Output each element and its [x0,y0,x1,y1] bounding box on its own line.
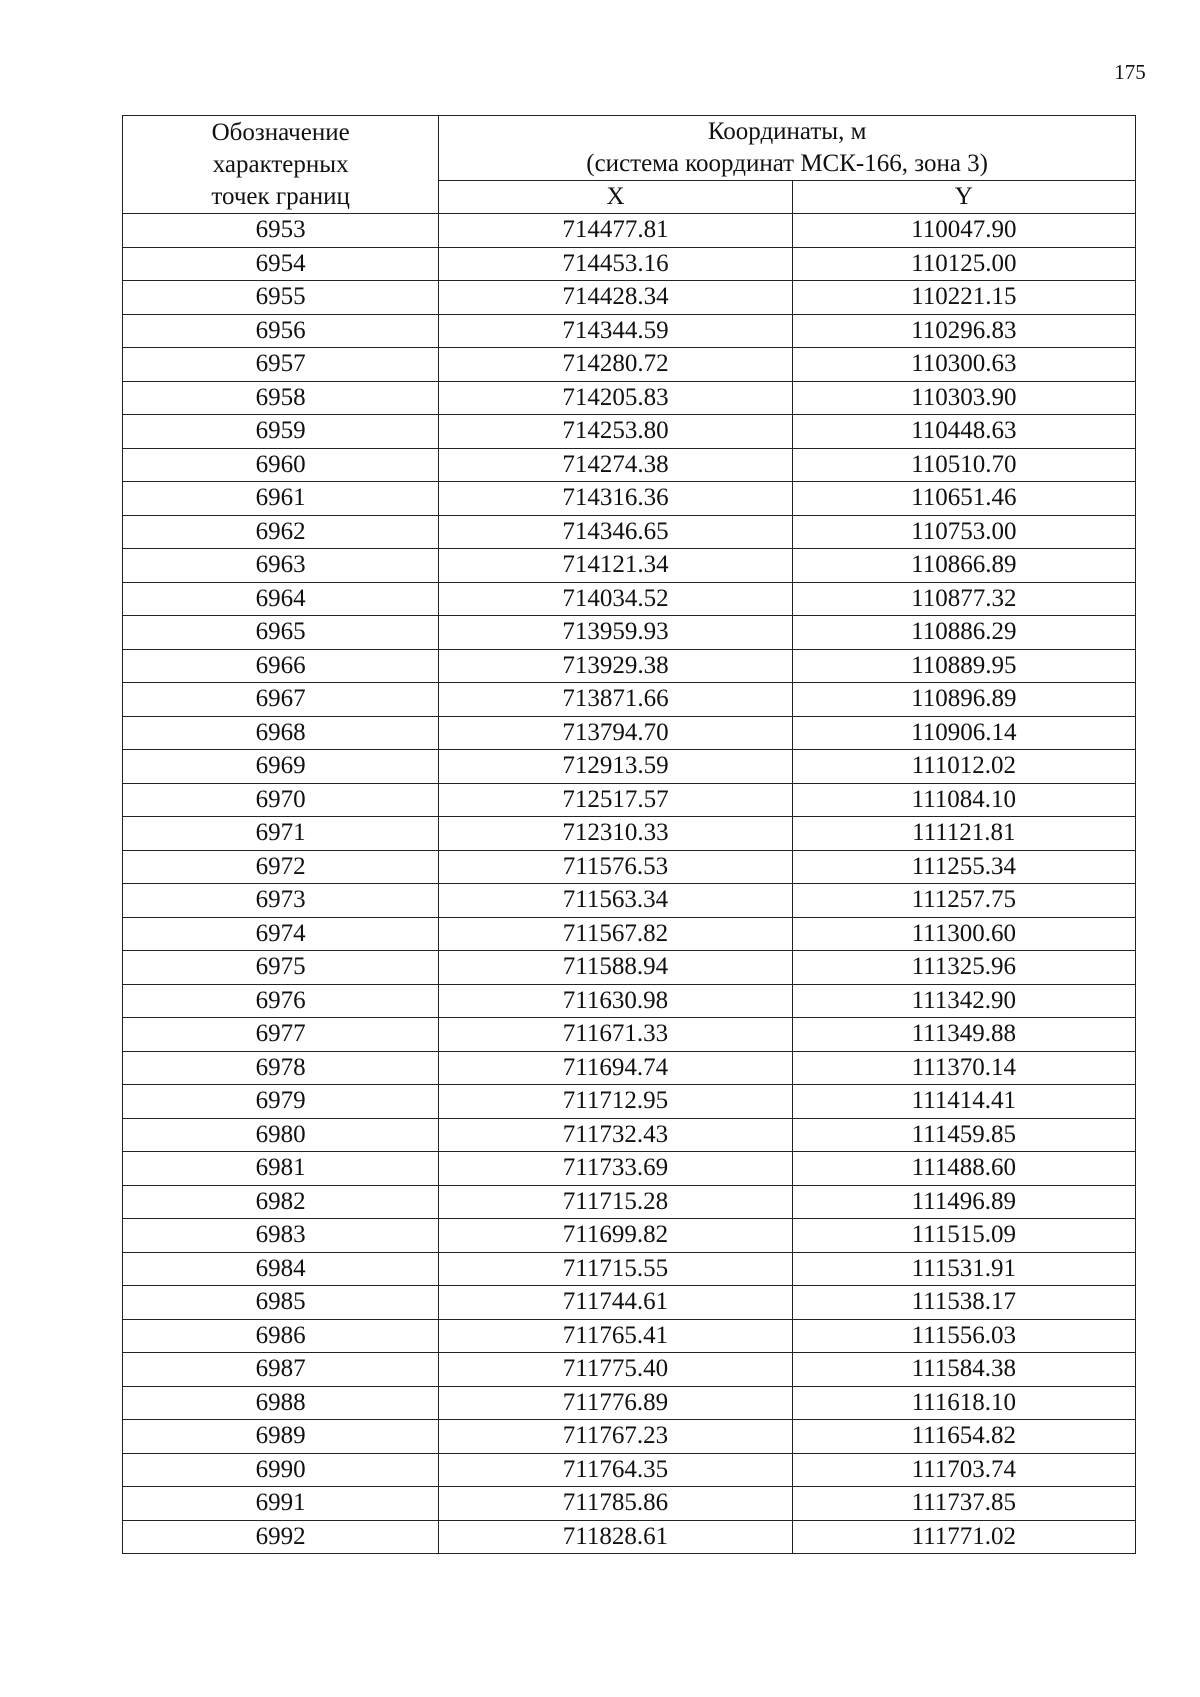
y-coordinate-cell: 110651.46 [792,482,1135,516]
table-body [123,214,1136,1554]
table-row [123,381,1136,415]
x-coordinate-cell: 714316.36 [439,482,792,516]
table-row [123,1051,1136,1085]
x-coordinate-cell: 713929.38 [439,649,792,683]
y-coordinate-cell: 111255.34 [792,850,1135,884]
x-coordinate-cell: 711764.35 [439,1453,792,1487]
table-row [123,1018,1136,1052]
y-coordinate-cell: 111618.10 [792,1386,1135,1420]
point-number-cell: 6983 [123,1219,439,1253]
point-number-cell: 6992 [123,1520,439,1554]
x-coordinate-cell: 711567.82 [439,917,792,951]
page-number: 175 [1114,60,1146,84]
table-row [123,616,1136,650]
table-row [123,1085,1136,1119]
point-number-cell: 6987 [123,1353,439,1387]
table-row [123,1152,1136,1186]
x-coordinate-cell: 711576.53 [439,850,792,884]
y-coordinate-cell: 110886.29 [792,616,1135,650]
x-coordinate-cell: 711785.86 [439,1487,792,1521]
table-row [123,1386,1136,1420]
x-coordinate-cell: 711733.69 [439,1152,792,1186]
point-number-cell: 6954 [123,247,439,281]
x-coordinate-cell: 714344.59 [439,314,792,348]
point-designation-line-1: Обозначение [211,118,350,146]
table-row [123,884,1136,918]
x-coordinate-cell: 711563.34 [439,884,792,918]
y-coordinate-cell: 111737.85 [792,1487,1135,1521]
y-coordinate-cell: 111556.03 [792,1319,1135,1353]
point-number-cell: 6959 [123,415,439,449]
x-coordinate-cell: 714205.83 [439,381,792,415]
point-designation-line-3: точек границ [211,182,350,210]
point-number-cell: 6990 [123,1453,439,1487]
point-designation-header [123,116,439,214]
point-number-cell: 6980 [123,1118,439,1152]
y-coordinate-cell: 111703.74 [792,1453,1135,1487]
y-coordinate-cell: 110906.14 [792,716,1135,750]
y-coordinate-cell: 110300.63 [792,348,1135,382]
x-coordinate-cell: 712517.57 [439,783,792,817]
table-row [123,1453,1136,1487]
x-coordinate-cell: 711765.41 [439,1319,792,1353]
y-coordinate-cell: 111459.85 [792,1118,1135,1152]
table-row [123,247,1136,281]
x-coordinate-cell: 711712.95 [439,1085,792,1119]
point-number-cell: 6953 [123,214,439,248]
point-designation-line-2: характерных [212,150,349,178]
table-row [123,683,1136,717]
x-coordinate-cell: 713871.66 [439,683,792,717]
y-coordinate-cell: 111531.91 [792,1252,1135,1286]
table-row [123,1219,1136,1253]
x-coordinate-cell: 714346.65 [439,515,792,549]
table-row [123,482,1136,516]
x-coordinate-cell: 714121.34 [439,549,792,583]
table-row [123,415,1136,449]
x-coordinate-cell: 714034.52 [439,582,792,616]
x-coordinate-cell: 711588.94 [439,951,792,985]
table-row [123,817,1136,851]
y-coordinate-cell: 110889.95 [792,649,1135,683]
y-coordinate-cell: 111370.14 [792,1051,1135,1085]
y-coordinate-cell: 111515.09 [792,1219,1135,1253]
x-coordinate-cell: 714280.72 [439,348,792,382]
table-row [123,750,1136,784]
y-coordinate-cell: 111084.10 [792,783,1135,817]
point-number-cell: 6956 [123,314,439,348]
table-row [123,783,1136,817]
y-coordinate-cell: 111584.38 [792,1353,1135,1387]
point-number-cell: 6981 [123,1152,439,1186]
point-number-cell: 6967 [123,683,439,717]
x-coordinate-cell: 711694.74 [439,1051,792,1085]
point-number-cell: 6975 [123,951,439,985]
point-number-cell: 6965 [123,616,439,650]
x-coordinate-cell: 711630.98 [439,984,792,1018]
table-row [123,214,1136,248]
point-number-cell: 6985 [123,1286,439,1320]
point-number-cell: 6982 [123,1185,439,1219]
x-coordinate-cell: 712913.59 [439,750,792,784]
y-coordinate-cell: 111488.60 [792,1152,1135,1186]
point-number-cell: 6976 [123,984,439,1018]
y-coordinate-cell: 111300.60 [792,917,1135,951]
point-number-cell: 6961 [123,482,439,516]
table-row [123,348,1136,382]
y-coordinate-cell: 111414.41 [792,1085,1135,1119]
point-number-cell: 6958 [123,381,439,415]
x-coordinate-cell: 711767.23 [439,1420,792,1454]
point-number-cell: 6974 [123,917,439,951]
point-number-cell: 6977 [123,1018,439,1052]
coordinates-header [439,116,1136,181]
point-number-cell: 6972 [123,850,439,884]
table-row [123,281,1136,315]
x-coordinate-cell: 711732.43 [439,1118,792,1152]
y-coordinate-cell: 110877.32 [792,582,1135,616]
x-coordinate-cell: 714274.38 [439,448,792,482]
y-coordinate-cell: 110221.15 [792,281,1135,315]
point-number-cell: 6966 [123,649,439,683]
point-number-cell: 6969 [123,750,439,784]
y-coordinate-cell: 111538.17 [792,1286,1135,1320]
x-coordinate-cell: 711776.89 [439,1386,792,1420]
y-coordinate-cell: 110896.89 [792,683,1135,717]
point-number-cell: 6968 [123,716,439,750]
x-coordinate-cell: 714453.16 [439,247,792,281]
table-row [123,649,1136,683]
coordinates-table [122,115,1136,1554]
point-number-cell: 6989 [123,1420,439,1454]
point-number-cell: 6973 [123,884,439,918]
table-row [123,984,1136,1018]
x-coordinate-cell: 713959.93 [439,616,792,650]
table-row [123,582,1136,616]
x-coordinate-cell: 711828.61 [439,1520,792,1554]
y-coordinate-cell: 110753.00 [792,515,1135,549]
point-number-cell: 6988 [123,1386,439,1420]
x-coordinate-cell: 714477.81 [439,214,792,248]
y-coordinate-cell: 111496.89 [792,1185,1135,1219]
y-coordinate-cell: 111771.02 [792,1520,1135,1554]
table-row [123,1252,1136,1286]
y-coordinate-cell: 111012.02 [792,750,1135,784]
table-row [123,1487,1136,1521]
y-coordinate-cell: 110296.83 [792,314,1135,348]
point-number-cell: 6955 [123,281,439,315]
point-number-cell: 6963 [123,549,439,583]
table-row [123,1319,1136,1353]
point-number-cell: 6971 [123,817,439,851]
y-column-header: Y [792,181,1135,214]
point-number-cell: 6960 [123,448,439,482]
table-row [123,1118,1136,1152]
point-number-cell: 6962 [123,515,439,549]
table-row [123,1420,1136,1454]
x-coordinate-cell: 714253.80 [439,415,792,449]
table-row [123,1286,1136,1320]
table-row [123,314,1136,348]
table-row [123,448,1136,482]
table-row [123,1353,1136,1387]
y-coordinate-cell: 111349.88 [792,1018,1135,1052]
y-coordinate-cell: 111654.82 [792,1420,1135,1454]
y-coordinate-cell: 110047.90 [792,214,1135,248]
point-number-cell: 6964 [123,582,439,616]
table-row [123,850,1136,884]
x-coordinate-cell: 711715.55 [439,1252,792,1286]
x-coordinate-cell: 711715.28 [439,1185,792,1219]
x-column-header: X [439,181,792,214]
table-row [123,515,1136,549]
point-number-cell: 6991 [123,1487,439,1521]
y-coordinate-cell: 110448.63 [792,415,1135,449]
coordinates-title-line-2: (система координат МСК-166, зона 3) [586,150,989,177]
y-coordinate-cell: 111121.81 [792,817,1135,851]
point-number-cell: 6986 [123,1319,439,1353]
x-coordinate-cell: 713794.70 [439,716,792,750]
y-coordinate-cell: 111325.96 [792,951,1135,985]
table-header [123,116,1136,214]
y-coordinate-cell: 110125.00 [792,247,1135,281]
y-coordinate-cell: 111257.75 [792,884,1135,918]
y-coordinate-cell: 111342.90 [792,984,1135,1018]
x-coordinate-cell: 711744.61 [439,1286,792,1320]
y-coordinate-cell: 110303.90 [792,381,1135,415]
y-coordinate-cell: 110866.89 [792,549,1135,583]
x-coordinate-cell: 712310.33 [439,817,792,851]
y-coordinate-cell: 110510.70 [792,448,1135,482]
point-number-cell: 6984 [123,1252,439,1286]
x-coordinate-cell: 711699.82 [439,1219,792,1253]
point-number-cell: 6979 [123,1085,439,1119]
table-row [123,1520,1136,1554]
table-row [123,549,1136,583]
x-coordinate-cell: 711671.33 [439,1018,792,1052]
table-row [123,1185,1136,1219]
coordinates-title-line-1: Координаты, м [707,118,867,145]
table-row [123,716,1136,750]
table-row [123,951,1136,985]
point-number-cell: 6957 [123,348,439,382]
point-number-cell: 6970 [123,783,439,817]
x-coordinate-cell: 711775.40 [439,1353,792,1387]
point-number-cell: 6978 [123,1051,439,1085]
x-coordinate-cell: 714428.34 [439,281,792,315]
table-row [123,917,1136,951]
